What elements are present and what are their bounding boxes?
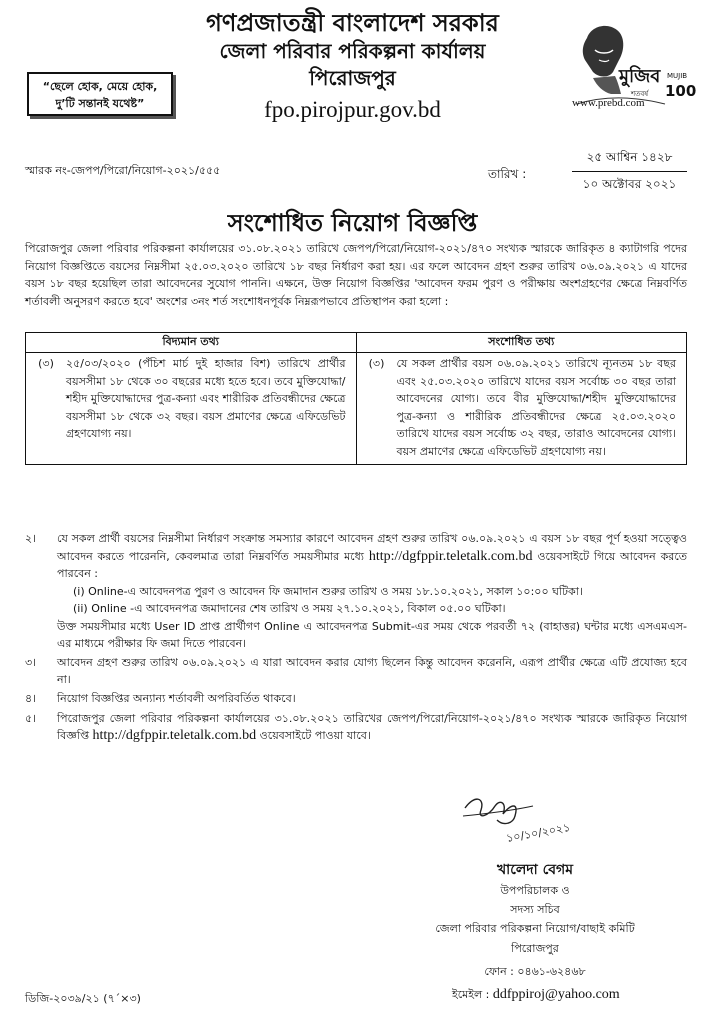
item-number: ৫। (25, 711, 37, 725)
revised-cell (356, 353, 687, 465)
date-english: ১০ অক্টোবর ২০২১ (582, 177, 677, 191)
item-5-text: পিরোজপুর জেলা পরিবার পরিকল্পনা কার্যালয়ের ৩১.০৮.২০২১ তারিখের জেপপ/পিরো/নিয়োগ-২০২১/৪৭০ সংখ্যক স্মারকে জারিকৃত নিয়োগ বিজ্ঞপ্তি (57, 711, 687, 742)
print-code: ডিজি-২০৩৯/২১ (৭´×৩) (25, 992, 141, 1005)
item-4-text: নিয়োগ বিজ্ঞপ্তির অন্যান্য শর্তাবলী অপরিবর্তিত থাকবে। (57, 691, 296, 705)
existing-clause-number: (৩) (38, 357, 54, 370)
item-2-text-b: ওয়েবসাইটে গিয়ে আবেদন করতে পারবেন : (57, 549, 688, 580)
existing-clause-text: ২৫/০৩/২০২০ (পঁচিশ মার্চ দুই হাজার বিশ) তারিখে প্রার্থীর বয়সসীমা ১৮ থেকে ৩০ বছরের মধ্যে হতে হবে। তবে মুক্তিযোদ্ধা/শহীদ মুক্তিযোদ্ধাদের পুত্র-কন্যা এবং শারীরিক প্রতিবন্ধীদের ক্ষেত্রে বয়সসীমা ১৮ থেকে ৩২ বছর। বয়স প্রমাণের ক্ষেত্রে এফিডেভিট গ্রহণযোগ্য নয়। (66, 357, 346, 440)
numbered-list (25, 530, 687, 746)
memo-number: স্মারক নং-জেপপ/পিরো/নিয়োগ-২০২১/৫৫৫ (25, 164, 221, 177)
email-address[interactable]: ddfppiroj@yahoo.com (492, 987, 620, 1002)
date-label: তারিখ : (488, 167, 527, 181)
slogan-line-2: দু’টি সন্তানই যথেষ্ট” (55, 97, 145, 110)
list-item (25, 710, 687, 745)
signatory-place: পিরোজপুর (511, 942, 559, 955)
committee-name: জেলা পরিবার পরিকল্পনা নিয়োগ/বাছাই কমিটি (435, 922, 635, 935)
list-item (25, 654, 687, 689)
item-number: ৪। (25, 691, 37, 705)
date-bangla: ২৫ আশ্বিন ১৪২৮ (572, 149, 687, 172)
item-2-text-c: উক্ত সময়সীমার মধ্যে User ID প্রাপ্ত প্রার্থীগণ Online এ আবেদনপত্র Submit-এর সময় থেকে পরবর্তী ৭২ (বাহাত্তর) ঘন্টার মধ্যে এসএমএস-এর মাধ্যমে পরীক্ষার ফি জমা দিতে পারবেন। (57, 619, 687, 650)
watermark-text: www.prebd.com (572, 97, 645, 109)
item-number: ২। (25, 532, 37, 545)
svg-text:মুজিব: মুজিব (619, 66, 661, 87)
column-header-revised: সংশোধিত তথ্য (356, 333, 687, 353)
table-row (26, 353, 687, 465)
item-2-url[interactable]: http://dgfppir.teletalk.com.bd (368, 548, 533, 564)
list-item (25, 530, 687, 653)
item-2-text: যে সকল প্রার্থী বয়সের নিম্নসীমা নির্ধারণ সংক্রান্ত সমস্যার কারণে আবেদন গ্রহণ শুরুর তারিখ ০৬.০৯.২০২১ এ বয়স ১৮ বছর পূর্ণ হওয়া সত্ত্বেও আবেদন করতে পারেননি, কেবলমাত্র তারা নিম্নবর্ণিত সময়সীমার মধ্যে (57, 532, 687, 563)
notice-title: সংশোধিত নিয়োগ বিজ্ঞপ্তি (227, 209, 478, 237)
item-number: ৩। (25, 655, 37, 669)
svg-text:শতবর্ষ: শতবর্ষ (631, 90, 649, 98)
svg-text:100: 100 (665, 82, 697, 100)
item-2-sub-2: (ii) Online -এ আবেদনপত্র জমাদানের শেষ তারিখ ও সময় ২৭.১০.২০২১, বিকাল ০৫.০০ ঘটিকা। (73, 602, 506, 615)
handwritten-signature (455, 786, 625, 856)
email-label: ইমেইল : (452, 988, 490, 1001)
slogan-line-1: “ছেলে হোক, মেয়ে হোক, (42, 80, 158, 93)
amendment-table (25, 332, 687, 465)
item-5-url[interactable]: http://dgfppir.teletalk.com.bd (92, 728, 257, 743)
signatory-designation: উপপরিচালক ও (500, 884, 570, 897)
item-2-sub-1: (i) Online-এ আবেদনপত্র পুরণ ও আবেদন ফি জমাদান শুরুর তারিখ ও সময় ১৮.১০.২০২১, সকাল ১০:০০ ঘটিকা। (73, 584, 583, 598)
intro-paragraph: পিরোজপুর জেলা পরিবার পরিকল্পনা কার্যালয়ের ৩১.০৮.২০২১ তারিখে জেপপ/পিরো/নিয়োগ-২০২১/৪৭০ সংখ্যক স্মারকে জারিকৃত ৪ ক্যাটাগরি পদের নিয়োগ বিজ্ঞপ্তিতে বয়সের নিম্নসীমা ২৫.০৩.২০২০ তারিখে ১৮ বছর নির্ধারণ করা হয়। এর ফলে আবেদন গ্রহণ শুরুর তারিখ ০৬.০৯.২০২১ এ যাদের বয়স ১৮ বছর হয়েছিল তারা আবেদনের সুযোগ পাননি। এক্ষনে, উক্ত নিয়োগ বিজ্ঞপ্তির 'আবেদন ফরম পুরণ ও পরীক্ষায় অংশগ্রহণের ক্ষেত্রে নিম্নবর্ণিত শর্তাবলী অনুসরণ করতে হবে' অংশের ৩নং শর্ত সংশোধনপূর্বক নিম্নরূপভাবে প্রতিস্থাপন করা হলো : (25, 242, 687, 308)
district-name: পিরোজপুর (309, 66, 396, 90)
government-title: গণপ্রজাতন্ত্রী বাংলাদেশ সরকার (206, 9, 499, 37)
item-5-text-b: ওয়েবসাইটে পাওয়া যাবে। (256, 729, 371, 742)
list-item (25, 690, 687, 709)
revised-clause-number: (৩) (368, 357, 385, 370)
office-name: জেলা পরিবার পরিকল্পনা কার্যালয় (219, 39, 486, 63)
email-line (452, 986, 620, 1005)
revised-clause-text: যে সকল প্রার্থীর বয়স ০৬.০৯.২০২১ তারিখে ন্যূনতম ১৮ বছর এবং ২৫.০৩.২০২০ তারিখে যাদের বয়স সর্বোচ্চ ৩০ বছর তারা আবেদনের যোগ্য। তবে বীর মুক্তিযোদ্ধা/শহীদ মুক্তিযোদ্ধাদের পুত্র-কন্যা ও শারীরিক প্রতিবন্ধীদের ক্ষেত্রে ২৫.০৩.২০২০ তারিখে যাদের বয়স সর্বোচ্চ ৩২ বছর, তারাও আবেদনের যোগ্য। বয়স প্রমাণের ক্ষেত্রে এফিডেভিট গ্রহণযোগ্য নয়। (396, 357, 676, 458)
svg-text:MUJIB: MUJIB (667, 72, 688, 80)
signatory-name: খালেদা বেগম (496, 862, 574, 878)
svg-text:১০/১০/২০২১: ১০/১০/২০২১ (505, 820, 572, 845)
website-link[interactable]: fpo.pirojpur.gov.bd (264, 97, 441, 122)
phone-number: ফোন : ০৪৬১-৬২৪৬৮ (484, 965, 586, 978)
signatory-role: সদস্য সচিব (510, 903, 560, 916)
item-3-text: আবেদন গ্রহণ শুরুর তারিখ ০৬.০৯.২০২১ এ যারা আবেদন করার যোগ্য ছিলেন কিন্তু আবেদন করেননি, এরূপ প্রার্থীর ক্ষেত্রে এটি প্রযোজ্য হবে না। (57, 655, 687, 686)
column-header-existing: বিদ্যমান তথ্য (26, 333, 357, 353)
existing-cell (26, 353, 357, 465)
slogan-box (27, 72, 173, 116)
